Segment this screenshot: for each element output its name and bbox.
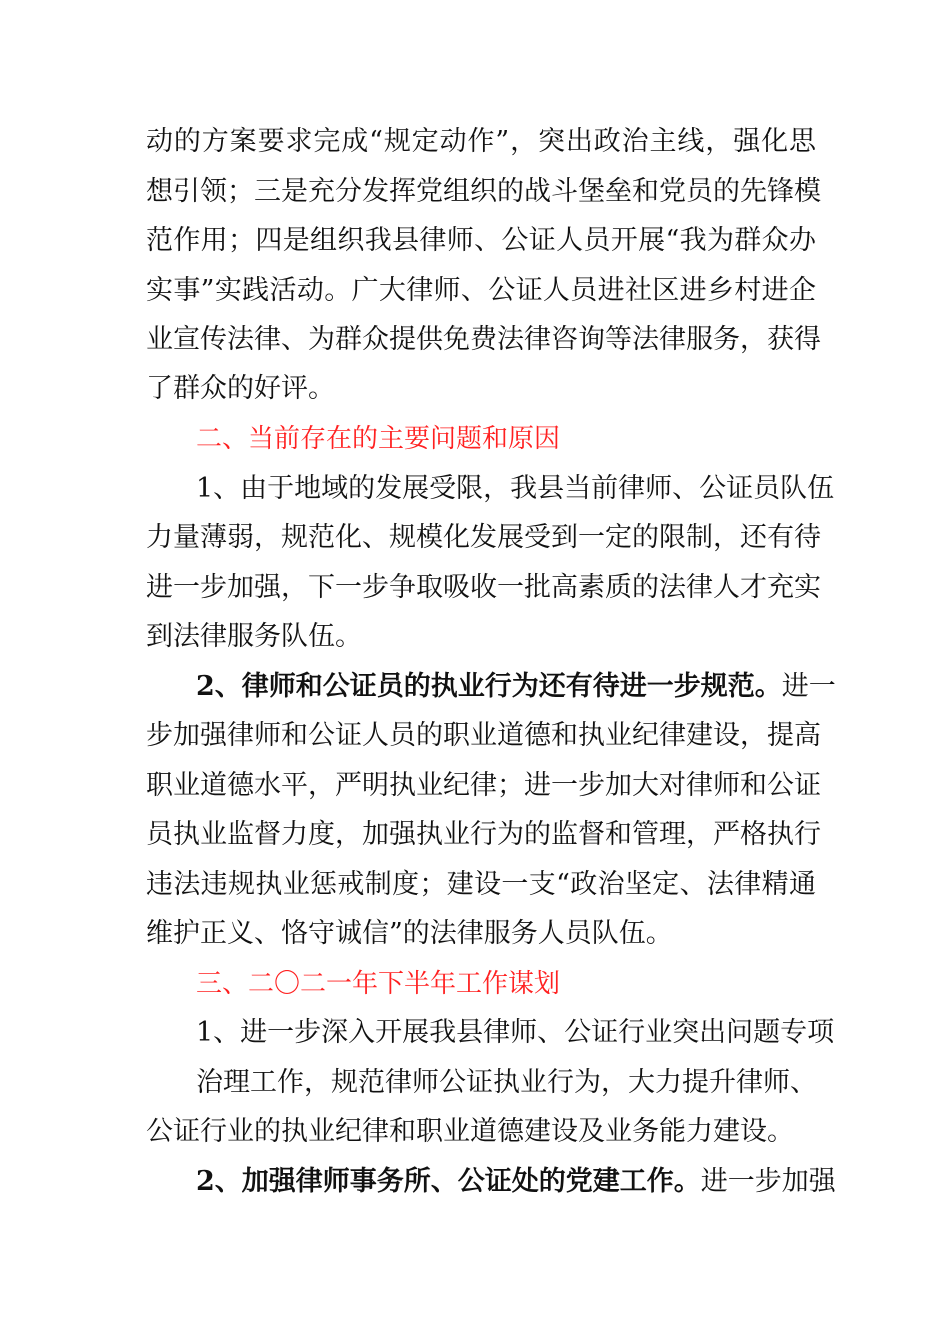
item-heading-bold: 2、律师和公证员的执业行为还有待进一步规范。	[196, 671, 782, 702]
body-text-line: 业宣传法律、为群众提供免费法律咨询等法律服务，获得	[146, 324, 821, 355]
item-text: 进一步加强	[700, 1166, 836, 1197]
item-text: 进一	[781, 671, 836, 702]
body-text-line: 公证行业的执业纪律和职业道德建设及业务能力建设。	[146, 1116, 794, 1147]
body-text-line: 维护正义、恪守诚信”的法律服务人员队伍。	[146, 918, 673, 949]
section-heading-3: 三、二〇二一年下半年工作谋划	[196, 969, 561, 999]
item-heading-bold: 2、加强律师事务所、公证处的党建工作。	[196, 1166, 701, 1197]
body-text-line: 步加强律师和公证人员的职业道德和执业纪律建设，提高	[146, 720, 821, 751]
body-text-line: 想引领；三是充分发挥党组织的战斗堡垒和党员的先锋模	[146, 176, 821, 207]
body-text-line: 力量薄弱，规范化、规模化发展受到一定的限制，还有待	[146, 522, 821, 553]
body-text-line: 进一步加强，下一步争取吸收一批高素质的法律人才充实	[146, 572, 821, 603]
section-heading-2: 二、当前存在的主要问题和原因	[196, 424, 561, 454]
body-text-line: 员执业监督力度，加强执业行为的监督和管理，严格执行	[146, 819, 821, 850]
body-text-line: 到法律服务队伍。	[146, 621, 362, 652]
body-text-line: 了群众的好评。	[146, 373, 335, 404]
body-text-line: 1、进一步深入开展我县律师、公证行业突出问题专项	[196, 1017, 835, 1048]
body-text-line: 治理工作，规范律师公证执业行为，大力提升律师、	[196, 1067, 817, 1098]
body-text-line	[196, 1165, 836, 1199]
body-text-line: 1、由于地域的发展受限，我县当前律师、公证员队伍	[196, 473, 835, 504]
body-text-line: 实事”实践活动。广大律师、公证人员进社区进乡村进企	[146, 275, 816, 306]
body-text-line: 范作用；四是组织我县律师、公证人员开展“我为群众办	[146, 225, 816, 256]
body-text-line: 动的方案要求完成“规定动作”，突出政治主线，强化思	[146, 126, 816, 157]
body-text-line	[196, 670, 836, 704]
body-text-line: 职业道德水平，严明执业纪律；进一步加大对律师和公证	[146, 770, 821, 801]
body-text-line: 违法违规执业惩戒制度；建设一支“政治坚定、法律精通	[146, 869, 816, 900]
